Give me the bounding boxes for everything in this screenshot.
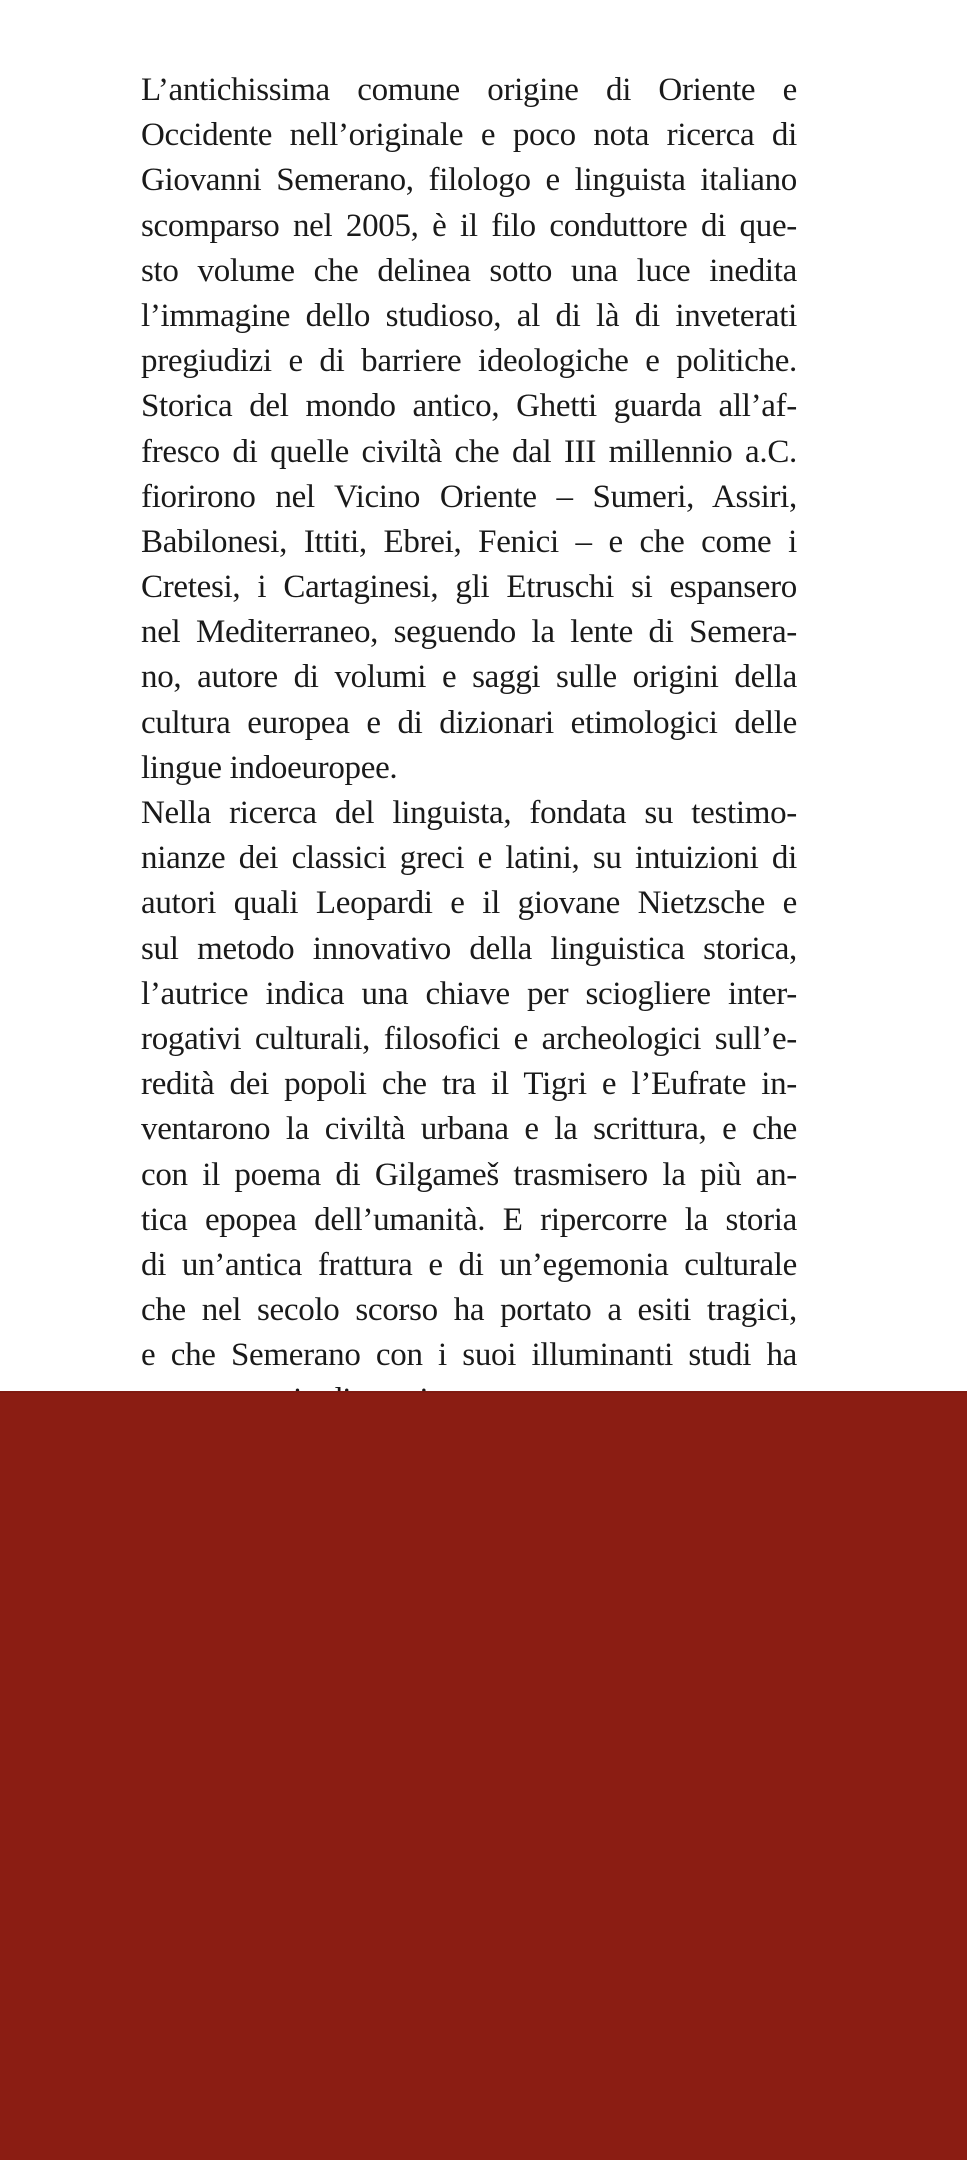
text-line: fresco di quelle civiltà che dal III millennio a.C. <box>141 433 797 470</box>
text-line: redità dei popoli che tra il Tigri e l’Eufrate in- <box>141 1066 797 1103</box>
text-line: Occidente nell’originale e poco nota ricerca di <box>141 117 797 154</box>
text-line: nel Mediterraneo, seguendo la lente di Semera- <box>141 614 797 651</box>
text-line: scomparso nel 2005, è il filo conduttore di que- <box>141 207 797 244</box>
text-line: con il poema di Gilgameš trasmisero la più an- <box>141 1156 797 1193</box>
text-line: Giovanni Semerano, filologo e linguista italiano <box>141 162 797 199</box>
text-line: fiorirono nel Vicino Oriente – Sumeri, Assiri, <box>141 478 797 515</box>
text-line: autori quali Leopardi e il giovane Nietzsche e <box>141 885 797 922</box>
text-line: ventarono la civiltà urbana e la scrittura, e che <box>141 1111 797 1148</box>
text-line: nianze dei classici greci e latini, su intuizioni di <box>141 840 797 877</box>
text-line: rogativi culturali, filosofici e archeologici sull’e- <box>141 1020 797 1057</box>
blurb-text <box>141 68 797 1424</box>
text-line: Cretesi, i Cartaginesi, gli Etruschi si espansero <box>141 569 797 606</box>
band-top-edge <box>0 1391 967 1393</box>
text-line: sto volume che delinea sotto una luce inedita <box>141 252 797 289</box>
text-line: Storica del mondo antico, Ghetti guarda all’af- <box>141 388 797 425</box>
paragraph-2 <box>141 791 797 1424</box>
text-line: Babilonesi, Ittiti, Ebrei, Fenici – e che come i <box>141 523 797 560</box>
paragraph-1 <box>141 68 797 791</box>
text-line: l’immagine dello studioso, al di là di inveterati <box>141 297 797 334</box>
text-line: pregiudizi e di barriere ideologiche e politiche. <box>141 343 797 380</box>
text-line: Nella ricerca del linguista, fondata su testimo- <box>141 795 797 831</box>
text-line: L’antichissima comune origine di Oriente e <box>141 72 797 108</box>
text-line: e che Semerano con i suoi illuminanti studi ha <box>141 1337 797 1374</box>
text-line: no, autore di volumi e saggi sulle origini della <box>141 659 797 696</box>
text-line: tica epopea dell’umanità. E ripercorre la storia <box>141 1201 797 1238</box>
text-line: cultura europea e di dizionari etimologici delle <box>141 704 797 741</box>
red-color-band <box>0 1391 967 2160</box>
text-line: che nel secolo scorso ha portato a esiti tragici, <box>141 1292 797 1329</box>
text-line: sul metodo innovativo della linguistica storica, <box>141 930 797 967</box>
text-line: di un’antica frattura e di un’egemonia culturale <box>141 1246 797 1283</box>
text-line: lingue indoeuropee. <box>141 749 398 786</box>
text-line: l’autrice indica una chiave per sciogliere inter- <box>141 975 797 1012</box>
